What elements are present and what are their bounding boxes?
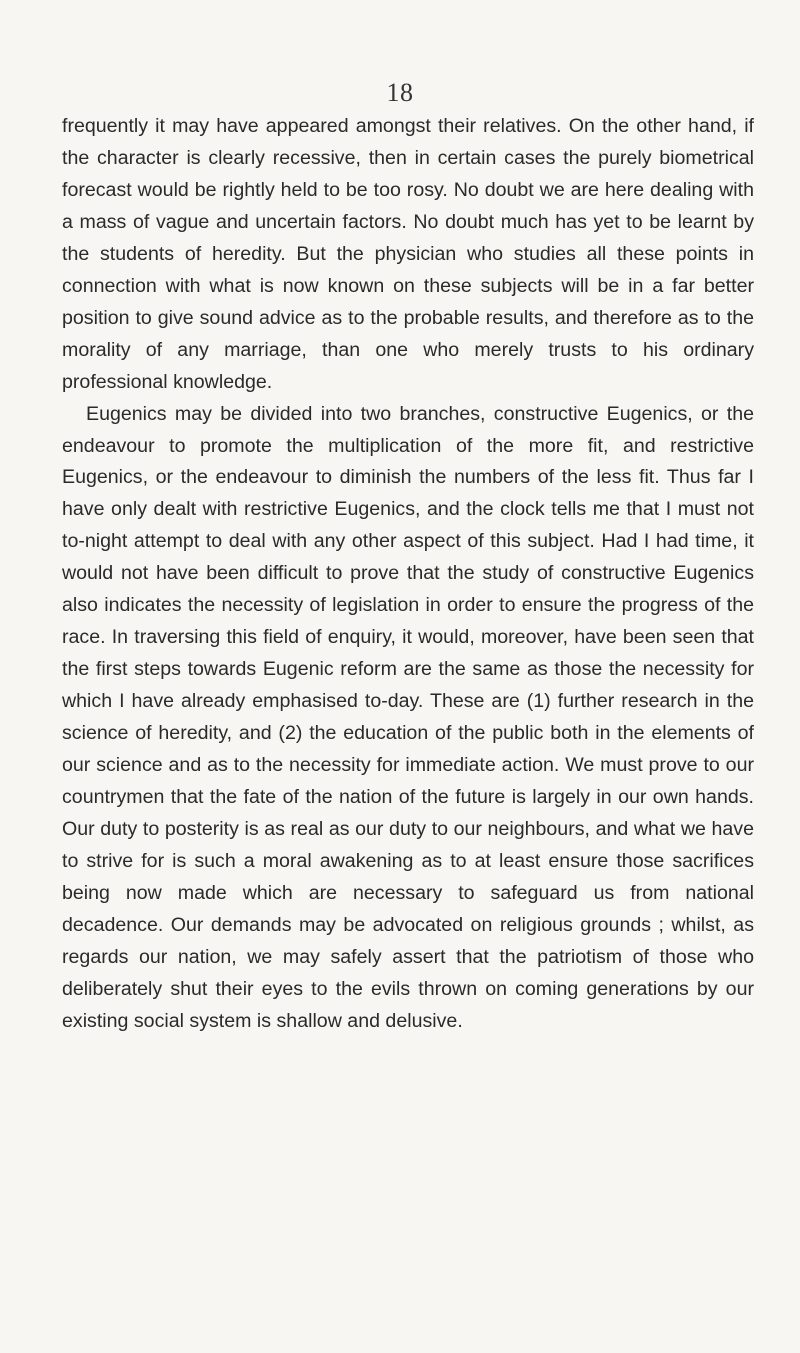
body-text	[62, 111, 754, 1038]
paragraph-eugenics-branches: Eugenics may be divided into two branches, constructive Eugenics, or the endeavour to promote the multiplication of the more fit, and restrictive Eugenics, or the endeavour to diminish the numbers of the less fit. Thus far I have only dealt with restrictive Eugenics, and the clock tells me that I must not to-night attempt to deal with any other aspect of this subject. Had I had time, it would not have been difficult to prove that the study of constructive Eugenics also indicates the necessity of legislation in order to ensure the progress of the race. In traversing this field of enquiry, it would, moreover, have been seen that the first steps towards Eugenic reform are the same as those the necessity for which I have already emphasised to-day. These are (1) further research in the science of heredity, and (2) the education of the public both in the elements of our science and as to the necessity for immediate action. We must prove to our countrymen that the fate of the nation of the future is largely in our own hands. Our duty to posterity is as real as our duty to our neighbours, and what we have to strive for is such a moral awakening as to at least ensure those sacrifices being now made which are necessary to safeguard us from national decadence. Our demands may be advocated on religious grounds ; whilst, as regards our nation, we may safely assert that the patriotism of those who deliberately shut their eyes to the evils thrown on coming generations by our existing social system is shallow and delusive.	[62, 402, 754, 1032]
paragraph-continuation: frequently it may have appeared amongst their relatives. On the other hand, if the character is clearly recessive, then in certain cases the purely biometrical forecast would be rightly held to be too rosy. No doubt we are here dealing with a mass of vague and uncertain factors. No doubt much has yet to be learnt by the students of heredity. But the physician who studies all these points in connection with what is now known on these subjects will be in a far better position to give sound advice as to the probable results, and therefore as to the morality of any marriage, than one who merely trusts to his ordinary professional knowledge.	[62, 115, 754, 393]
page-number: 18	[386, 78, 414, 107]
